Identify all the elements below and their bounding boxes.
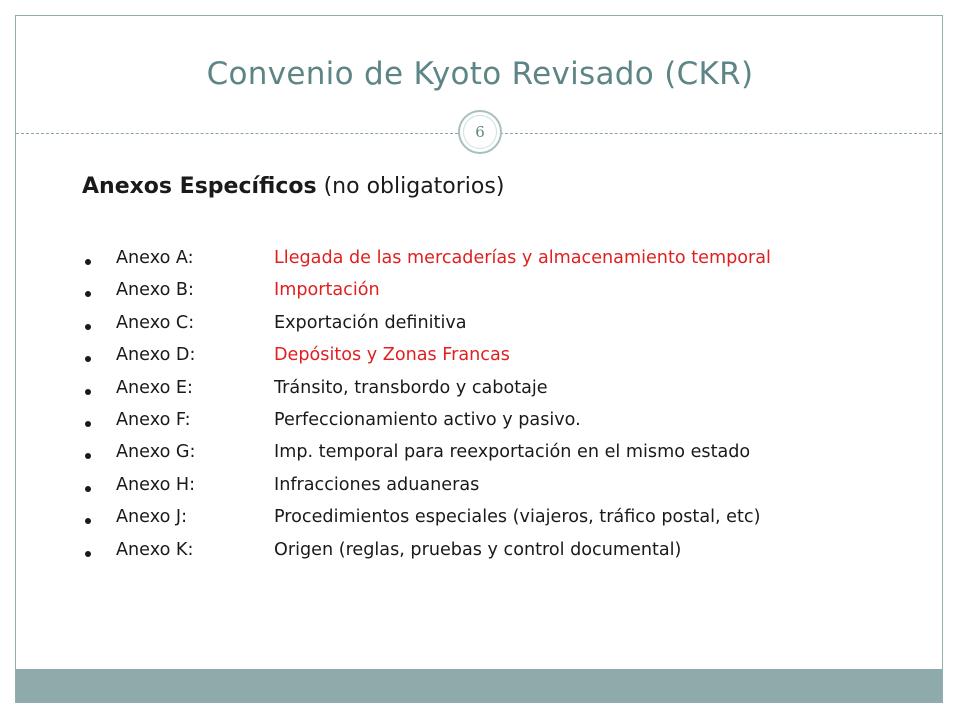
bullet-icon	[85, 259, 91, 265]
page-number-badge	[458, 110, 502, 154]
annex-label: Anexo G:	[116, 442, 196, 463]
annex-label: Anexo D:	[116, 345, 196, 366]
slide-title: Convenio de Kyoto Revisado (CKR)	[206, 56, 754, 92]
annex-description: Imp. temporal para reexportación en el mismo estado	[274, 442, 751, 463]
annex-description: Depósitos y Zonas Francas	[274, 345, 510, 366]
annex-label: Anexo H:	[116, 474, 196, 495]
annex-label: Anexo F:	[116, 409, 191, 430]
footer-bar	[16, 669, 942, 702]
annex-label: Anexo K:	[116, 539, 194, 560]
annex-label: Anexo B:	[116, 280, 194, 301]
section-heading-rest: (no obligatorios)	[316, 174, 505, 199]
annex-description: Perfeccionamiento activo y pasivo.	[274, 409, 581, 430]
annex-description: Llegada de las mercaderías y almacenamiento temporal	[274, 248, 771, 268]
bullet-icon	[85, 324, 91, 330]
annex-description: Procedimientos especiales (viajeros, tráfico postal, etc)	[274, 507, 761, 528]
annex-label: Anexo E:	[116, 377, 193, 398]
bullet-icon	[85, 421, 91, 427]
annex-label: Anexo A:	[116, 248, 194, 268]
annex-description: Origen (reglas, pruebas y control documental)	[274, 539, 682, 560]
annex-description: Tránsito, transbordo y cabotaje	[274, 377, 548, 398]
annex-label: Anexo J:	[116, 507, 188, 528]
annex-description: Exportación definitiva	[274, 312, 467, 333]
annex-label: Anexo C:	[116, 312, 195, 333]
section-heading	[82, 174, 504, 199]
annex-description: Importación	[274, 280, 380, 301]
bullet-icon	[85, 389, 91, 395]
bullet-icon	[85, 486, 91, 492]
annex-description: Infracciones aduaneras	[274, 474, 480, 495]
bullet-icon	[85, 551, 91, 557]
page-number: 6	[475, 123, 485, 141]
section-heading-bold: Anexos Específicos	[82, 174, 317, 199]
